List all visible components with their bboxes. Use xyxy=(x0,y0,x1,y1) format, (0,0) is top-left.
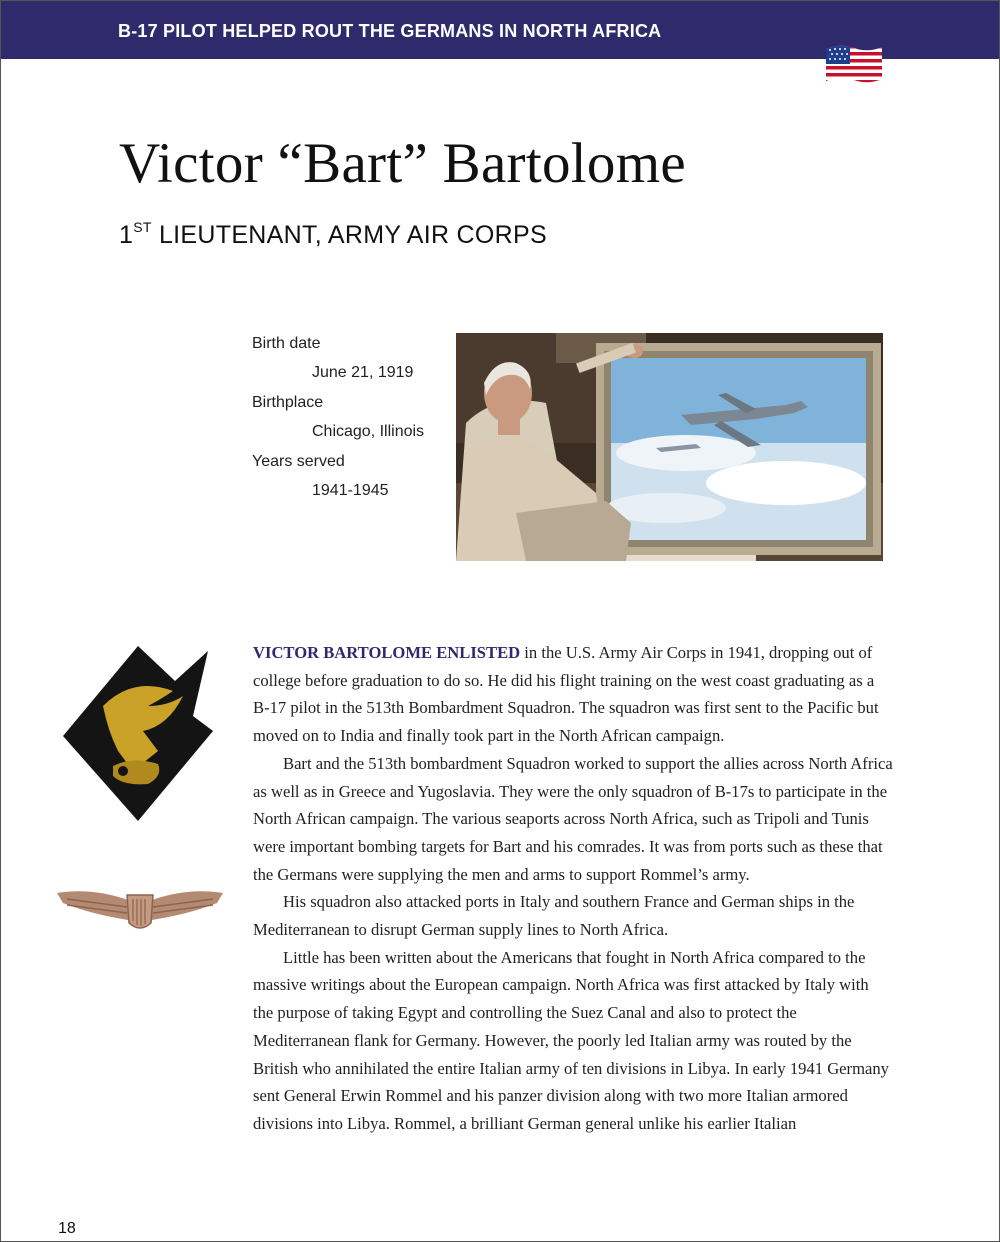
rank-ordinal: 1 xyxy=(119,221,134,249)
paragraph-2: Bart and the 513th bombardment Squadron worked to support the allies across North Africa as well as in Greece and Yugoslavia. They were the only squadron of B-17s to participate in the North African campaign. The various seaports across North Africa, such as Tripoli and Tunis were important bombing targets for Bart and his comrades. It was from ports such as these that the Germans were supplying the men and arms to support Rommel’s army. xyxy=(253,753,893,884)
banner-text: B-17 PILOT HELPED ROUT THE GERMANS IN NORTH AFRICA xyxy=(118,21,662,41)
squadron-patch-image xyxy=(63,646,213,826)
fact-list xyxy=(252,329,424,505)
pilot-wings-image xyxy=(53,881,227,941)
page-number: 18 xyxy=(58,1220,76,1237)
birthplace-value: Chicago, Illinois xyxy=(312,423,425,441)
page-title: Victor “Bart” Bartolome xyxy=(119,132,686,195)
paragraph-3: His squadron also attacked ports in Italy and southern France and German ships in the Mediterranean to disrupt German supply lines to North Africa. xyxy=(253,892,855,940)
us-flag-icon xyxy=(824,43,884,87)
years-served-label: Years served xyxy=(252,452,345,470)
birth-date-value: June 21, 1919 xyxy=(312,364,414,382)
veteran-photo xyxy=(456,333,883,561)
paragraph-4: Little has been written about the Americans that fought in North Africa compared to the massive writings about the European campaign. North Africa was first attacked by Italy with the purpose of taking Egypt and controlling the Suez Canal and also to protect the Mediterranean flank for Germany. However, the poorly led Italian army was routed by the British who annihilated the entire Italian army of ten divisions in Libya. In early 1941 Germany sent General Erwin Rommel and his panzer division along with two more Italian armored divisions into Libya. Rommel, a brilliant German general unlike his earlier Italian xyxy=(253,947,889,1133)
article-body xyxy=(253,639,893,1138)
rank-subtitle xyxy=(119,219,547,250)
birthplace-label: Birthplace xyxy=(252,393,324,411)
paragraph-1-text: in the U.S. Army Air Corps in 1941, dropping out of college before graduation to do so. He did his flight training on the west coast graduating as a B-17 pilot in the 513th Bombardment Squadron. The squadron was first sent to the Pacific but moved on to India and finally took part in the North African campaign. xyxy=(253,643,879,746)
lead-in-text: VICTOR BARTOLOME ENLISTED xyxy=(253,643,521,662)
paragraph-1 xyxy=(253,639,893,750)
birth-date-label: Birth date xyxy=(252,335,321,352)
years-served-value: 1941-1945 xyxy=(312,482,389,500)
rank-ordinal-suffix: ST xyxy=(133,219,152,235)
rank-text: LIEUTENANT, ARMY AIR CORPS xyxy=(151,221,547,249)
